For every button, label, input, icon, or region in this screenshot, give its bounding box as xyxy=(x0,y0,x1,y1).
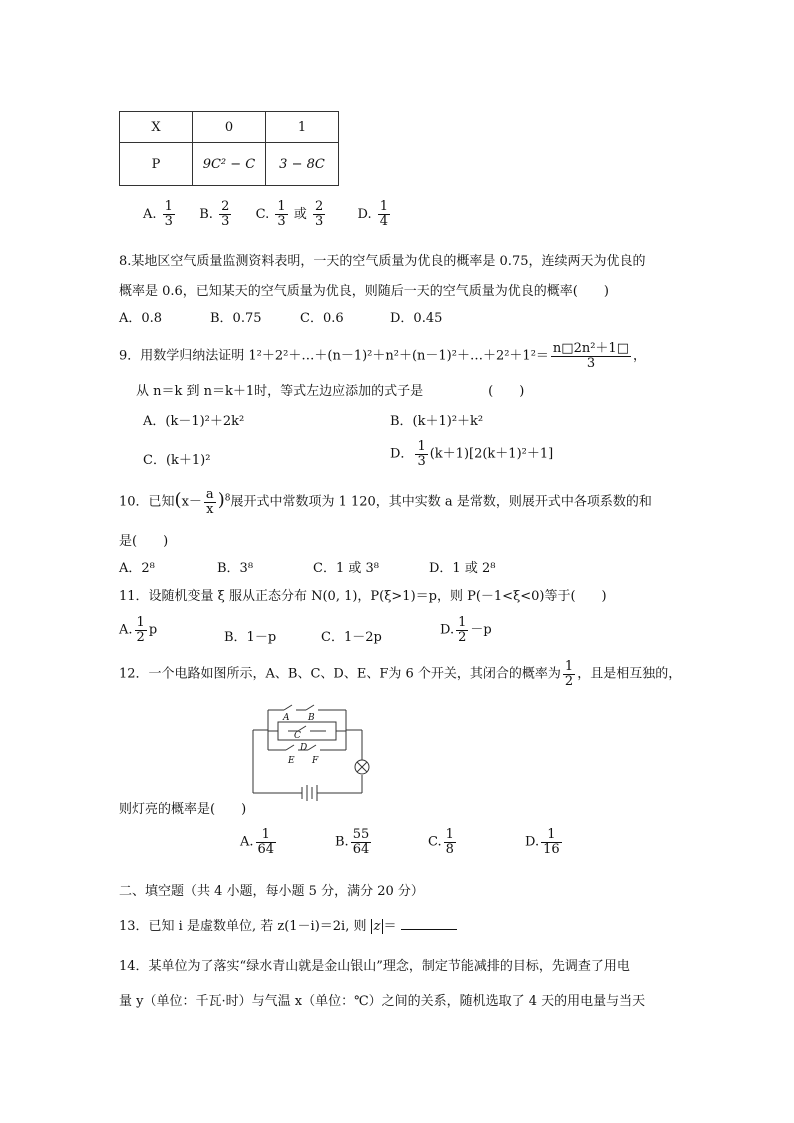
q11-option-a[interactable]: A. $\frac{1}{2}$ p xyxy=(119,615,158,645)
fraction: $\frac{1}{64}$ xyxy=(257,827,275,857)
fraction: $\frac{1}{8}$ xyxy=(445,827,454,857)
fraction: $\frac{a}{x}$ xyxy=(205,487,214,517)
q13-line: 13．已知 i 是虚数单位, 若 z(1－i)＝2i, 则 z ＝ xyxy=(119,915,457,934)
q12-option-a[interactable]: A. $\frac{1}{64}$ xyxy=(240,827,275,857)
q8-line1: 8.某地区空气质量监测资料表明，一天的空气质量为优良的概率是 0.75，连续两天为优良的 xyxy=(119,254,646,269)
table-cell: 0 xyxy=(193,112,266,143)
q10-option-a[interactable]: A．2⁸ xyxy=(119,561,155,576)
fraction: $\frac{2}{3}$ xyxy=(221,199,230,229)
switch-label-d: D xyxy=(300,743,308,753)
q10-binomial: ( xyxy=(174,489,182,511)
q12-line1: 12．一个电路如图所示，A、B、C、D、E、F为 6 个开关，其闭合的概率为 $\frac{1}{2}$ ，且是相互独的， xyxy=(119,659,682,689)
fraction: $\frac{1}{4}$ xyxy=(379,199,389,229)
q9-option-a[interactable]: A．(k－1)²＋2k² xyxy=(143,414,245,429)
q12-option-c[interactable]: C. $\frac{1}{8}$ xyxy=(428,827,454,857)
fraction: $\frac{1}{2}$ xyxy=(458,615,467,645)
table-cell: X xyxy=(120,112,193,143)
answer-blank[interactable] xyxy=(401,916,457,930)
q14-line1: 14．某单位为了落实“绿水青山就是金山银山”理念，制定节能减排的目标，先调查了用电 xyxy=(119,959,630,974)
q9-option-d[interactable]: D． $\frac{1}{3}$ (k＋1)[2(k＋1)²＋1] xyxy=(390,439,554,469)
q7-option-b[interactable]: B. $\frac{2}{3}$ xyxy=(199,199,230,229)
q11-option-b[interactable]: B．1－p xyxy=(224,630,277,645)
q7-option-a[interactable]: A. $\frac{1}{3}$ xyxy=(143,199,173,229)
q9-option-c[interactable]: C．(k＋1)² xyxy=(143,453,211,468)
q8-line2: 概率是 0.6，已知某天的空气质量为优良，则随后一天的空气质量为优良的概率( ) xyxy=(119,284,609,299)
table-cell: 1 xyxy=(266,112,339,143)
q8-option-d[interactable]: D．0.45 xyxy=(390,311,443,326)
fraction: $\frac{1}{3}$ xyxy=(417,439,426,469)
q8-option-b[interactable]: B．0.75 xyxy=(210,311,262,326)
distribution-table xyxy=(119,111,339,186)
fraction: $\frac{1}{3}$ xyxy=(277,199,286,229)
switch-label-c: C xyxy=(294,731,301,741)
circuit-diagram xyxy=(250,700,380,805)
fraction: $\frac{1}{16}$ xyxy=(543,827,560,857)
q7-option-c[interactable]: C. $\frac{1}{3}$ 或 $\frac{2}{3}$ xyxy=(255,199,324,229)
q11-option-d[interactable]: D. $\frac{1}{2}$ －p xyxy=(440,615,492,645)
q10-option-b[interactable]: B．3⁸ xyxy=(217,561,254,576)
q14-line2: 量 y（单位：千瓦·时）与气温 x（单位：℃）之间的关系，随机选取了 4 天的用电量与当天 xyxy=(119,994,646,1009)
fraction: $\frac{2}{3}$ xyxy=(314,199,324,229)
q10-line1: 10．已知(x－ $\frac{a}{x}$ )$^8$展开式中常数项为 1 120，其中实数 a 是常数，则展开式中各项系数的和 xyxy=(119,487,652,517)
table-cell: P xyxy=(120,143,193,186)
fraction: $\frac{55}{64}$ xyxy=(352,827,370,857)
q7-option-d[interactable]: D. $\frac{1}{4}$ xyxy=(357,199,389,229)
q10-line2: 是( ) xyxy=(119,534,169,549)
q10-option-d[interactable]: D．1 或 2⁸ xyxy=(429,561,496,576)
abs-value: z xyxy=(371,919,384,934)
q8-option-a[interactable]: A．0.8 xyxy=(119,311,163,326)
q12-line2: 则灯亮的概率是( ) xyxy=(119,802,247,817)
table-cell: 9C² − C xyxy=(193,143,266,186)
q11-option-c[interactable]: C．1－2p xyxy=(321,630,382,645)
q9-line2: 从 n＝k 到 n＝k＋1时，等式左边应添加的式子是 ( ) xyxy=(136,384,525,399)
switch-label-b: B xyxy=(308,713,315,723)
fraction: $\frac{1}{2}$ xyxy=(136,615,145,645)
switch-label-f: F xyxy=(312,756,319,766)
q12-option-d[interactable]: D. $\frac{1}{16}$ xyxy=(525,827,560,857)
fraction: $\frac{1}{2}$ xyxy=(564,659,574,689)
q7-options xyxy=(143,200,392,228)
table-cell: 3 − 8C xyxy=(266,143,339,186)
q8-option-c[interactable]: C．0.6 xyxy=(300,311,344,326)
section-heading: 二、填空题（共 4 小题，每小题 5 分，满分 20 分） xyxy=(119,884,424,899)
q9-option-b[interactable]: B．(k＋1)²＋k² xyxy=(390,414,484,429)
switch-label-e: E xyxy=(288,756,295,766)
fraction: $\frac{\text{n□2n²＋1□}}{3}$ xyxy=(552,341,629,371)
q12-option-b[interactable]: B. $\frac{55}{64}$ xyxy=(335,827,370,857)
q9-line1: 9．用数学归纳法证明 1²＋2²＋…＋(n－1)²＋n²＋(n－1)²＋…＋2²＋1²＝ $\frac{\text{n□2n²＋1□}}{3}$ ， xyxy=(119,341,647,371)
q10-option-c[interactable]: C．1 或 3⁸ xyxy=(313,561,379,576)
switch-label-a: A xyxy=(283,713,290,723)
fraction: $\frac{1}{3}$ xyxy=(164,199,173,229)
q11-line1: 11．设随机变量 ξ 服从正态分布 N(0, 1)，P(ξ>1)＝p，则 P(－1<ξ<0)等于( ) xyxy=(119,589,607,604)
